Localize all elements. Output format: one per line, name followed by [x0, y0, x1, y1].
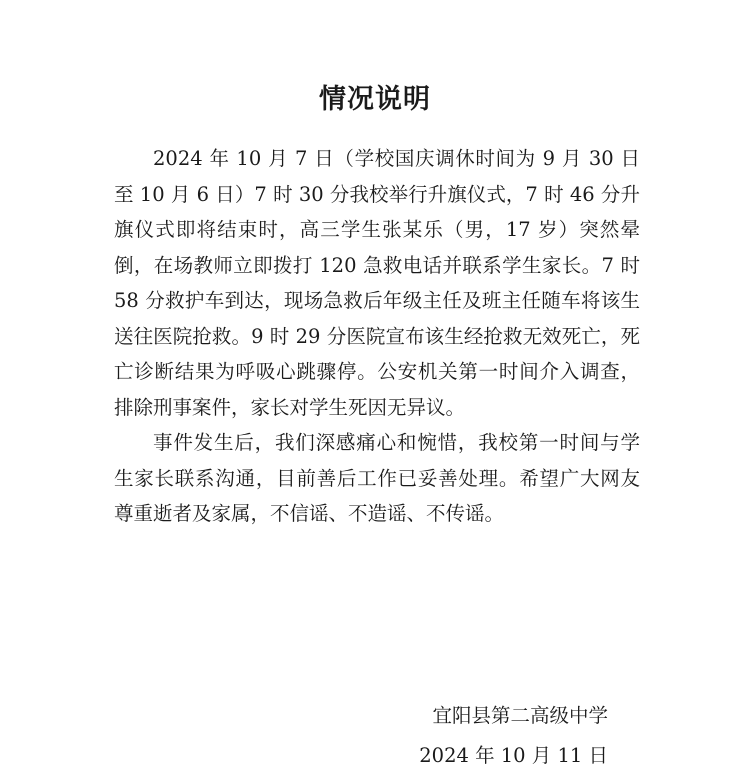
paragraph-statement: 事件发生后，我们深感痛心和惋惜，我校第一时间与学生家长联系沟通，目前善后工作已妥善处理。希望广大网友尊重逝者及家属，不信谣、不造谣、不传谣。 — [114, 431, 640, 525]
signature-organization: 宜阳县第二高级中学 — [432, 704, 608, 727]
document-body — [114, 141, 640, 532]
paragraph-incident: 2024 年 10 月 7 日（学校国庆调休时间为 9 月 30 日至 10 月 6 日）7 时 30 分我校举行升旗仪式，7 时 46 分升旗仪式即将结束时，高三学生张某乐（男，17 岁）突然晕倒，在场教师立即拨打 120 急救电话并联系学生家长。7 时 58 分救护车到达，现场急救后年级主任及班主任随车将该生送往医院抢救。9 时 29 分医院宣布该生经抢救无效死亡，死亡诊断结果为呼吸心跳骤停。公安机关第一时间介入调查，排除刑事案件，家长对学生死因无异议。 — [114, 147, 640, 419]
signature-block — [419, 697, 608, 775]
document-title: 情况说明 — [319, 84, 431, 115]
signature-date: 2024 年 10 月 11 日 — [419, 744, 608, 767]
